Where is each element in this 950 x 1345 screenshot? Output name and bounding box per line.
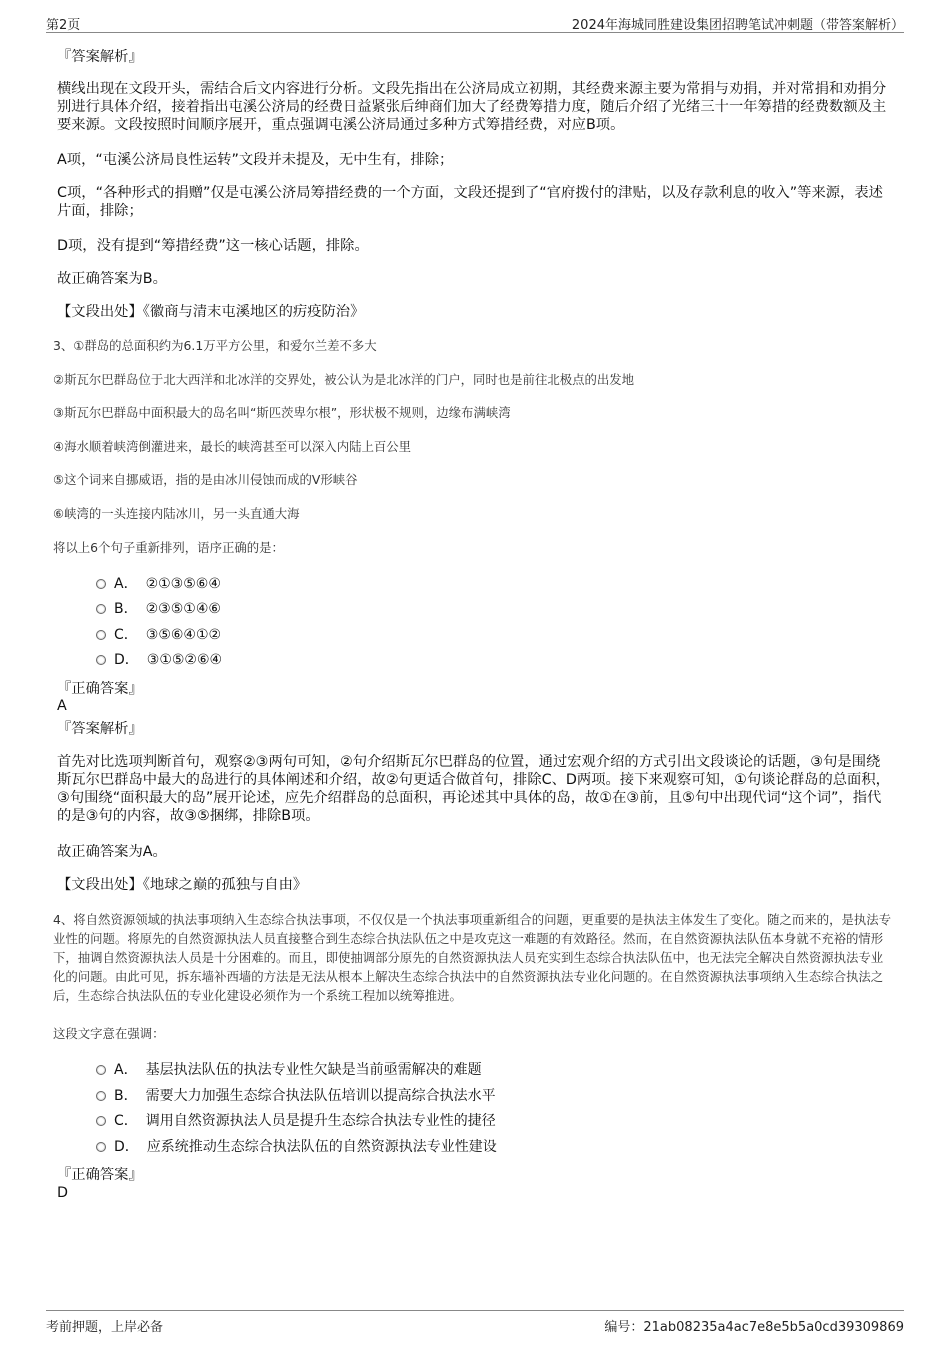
q4-prompt: 这段文字意在强调： bbox=[53, 1026, 165, 1041]
footer-slogan: 考前押题，上岸必备 bbox=[46, 1320, 164, 1335]
q3-analysis-paragraph: 首先对比选项判断首句，观察②③两句可知，②句介绍斯瓦尔巴群岛的位置，通过宏观介绍的方式引出文段谈论的话题，③句是围绕斯瓦尔巴群岛中最大的岛进行的具体阐述和介绍，故②句更适合做首句，排除C、D两项。接下来观察可知，①句谈论群岛的总面积，③句围绕“面积最大的岛”展开论述，应先介绍群岛的总面积，再论述其中具体的岛，故①在③前，且⑤句中出现代词“这个词”，指代的是③句的内容，故③⑤捆绑，排除B项。 bbox=[57, 754, 890, 824]
page-footer bbox=[46, 1310, 904, 1337]
q3-analysis-title: 『答案解析』 bbox=[57, 721, 143, 737]
page-number: 第2页 bbox=[46, 18, 81, 33]
q3-option-d[interactable]: D． ③①⑤②⑥④ bbox=[96, 651, 222, 669]
radio-icon[interactable] bbox=[96, 579, 106, 589]
q2-source: 【文段出处】《徽商与清末屯溪地区的疠疫防治》 bbox=[57, 304, 365, 320]
radio-icon[interactable] bbox=[96, 1142, 106, 1152]
q3-sentence-1: 3、①群岛的总面积约为6.1万平方公里，和爱尔兰差不多大 bbox=[53, 338, 377, 353]
document-code: 编号：21ab08235a4ac7e8e5b5a0cd39309869 bbox=[604, 1320, 904, 1335]
q3-prompt: 将以上6个句子重新排列，语序正确的是： bbox=[53, 540, 284, 555]
q4-option-c[interactable]: C． 调用自然资源执法人员是提升生态综合执法专业性的捷径 bbox=[96, 1112, 496, 1130]
q3-sentence-6: ⑥峡湾的一头连接内陆冰川，另一头直通大海 bbox=[53, 506, 300, 521]
radio-icon[interactable] bbox=[96, 1065, 106, 1075]
page-header bbox=[46, 12, 904, 33]
q3-option-a[interactable]: A． ②①③⑤⑥④ bbox=[96, 575, 221, 593]
q4-answer: D bbox=[57, 1185, 69, 1201]
q4-answer-title: 『正确答案』 bbox=[57, 1167, 143, 1183]
radio-icon[interactable] bbox=[96, 630, 106, 640]
q3-sentence-3: ③斯瓦尔巴群岛中面积最大的岛名叫“斯匹茨卑尔根”，形状极不规则，边缘布满峡湾 bbox=[53, 405, 511, 420]
radio-icon[interactable] bbox=[96, 1116, 106, 1126]
q4-option-a[interactable]: A． 基层执法队伍的执法专业性欠缺是当前亟需解决的难题 bbox=[96, 1061, 482, 1079]
q4-stem: 4、将自然资源领域的执法事项纳入生态综合执法事项，不仅仅是一个执法事项重新组合的问题，更重要的是执法主体发生了变化。随之而来的，是执法专业性的问题。将原先的自然资源执法人员直接整合到生态综合执法队伍之中是攻克这一难题的有效路径。然而，在自然资源执法队伍本身就不充裕的情形下，抽调自然资源执法人员是十分困难的。而且，即使抽调部分原先的自然资源执法人员充实到生态综合执法队伍中，也无法完全解决自然资源执法专业化的问题。由此可见，拆东墙补西墙的方法是无法从根本上解决生态综合执法中的自然资源执法专业化问题的。在自然资源执法事项纳入生态综合执法之后，生态综合执法队伍的专业化建设必须作为一个系统工程加以统筹推进。 bbox=[53, 912, 892, 1003]
radio-icon[interactable] bbox=[96, 604, 106, 614]
q3-option-b[interactable]: B． ②③⑤①④⑥ bbox=[96, 600, 221, 618]
q3-option-c[interactable]: C． ③⑤⑥④①② bbox=[96, 626, 221, 644]
radio-icon[interactable] bbox=[96, 1091, 106, 1101]
q2-analysis-option-d: D项，没有提到“筹措经费”这一核心话题，排除。 bbox=[57, 238, 369, 254]
q3-sentence-5: ⑤这个词来自挪威语，指的是由冰川侵蚀而成的V形峡谷 bbox=[53, 472, 358, 487]
q3-source: 【文段出处】《地球之巅的孤独与自由》 bbox=[57, 877, 308, 893]
q3-answer: A bbox=[57, 698, 67, 714]
q2-analysis-option-a: A项，“屯溪公济局良性运转”文段并未提及，无中生有，排除； bbox=[57, 152, 454, 168]
q3-conclusion: 故正确答案为A。 bbox=[57, 844, 167, 860]
q4-option-d[interactable]: D． 应系统推动生态综合执法队伍的自然资源执法专业性建设 bbox=[96, 1138, 497, 1156]
q2-analysis-option-c: C项，“各种形式的捐赠”仅是屯溪公济局筹措经费的一个方面，文段还提到了“官府拨付的津贴，以及存款利息的收入”等来源，表述片面，排除； bbox=[57, 185, 883, 219]
q3-sentence-4: ④海水顺着峡湾倒灌进来，最长的峡湾甚至可以深入内陆上百公里 bbox=[53, 439, 412, 454]
q2-analysis-paragraph: 横线出现在文段开头，需结合后文内容进行分析。文段先指出在公济局成立初期，其经费来源主要为常捐与劝捐，并对常捐和劝捐分别进行具体介绍，接着指出屯溪公济局的经费日益紧张后绅商们加大了经费筹措力度，随后介绍了光绪三十一年筹措的经费数额及主要来源。文段按照时间顺序展开，重点强调屯溪公济局通过多种方式筹措经费，对应B项。 bbox=[57, 81, 887, 133]
q4-option-b[interactable]: B． 需要大力加强生态综合执法队伍培训以提高综合执法水平 bbox=[96, 1087, 496, 1105]
q3-answer-title: 『正确答案』 bbox=[57, 681, 143, 697]
radio-icon[interactable] bbox=[96, 655, 106, 665]
document-title: 2024年海城同胜建设集团招聘笔试冲刺题（带答案解析） bbox=[571, 18, 904, 33]
q2-analysis-title: 『答案解析』 bbox=[57, 49, 143, 65]
q3-sentence-2: ②斯瓦尔巴群岛位于北大西洋和北冰洋的交界处，被公认为是北冰洋的门户，同时也是前往北极点的出发地 bbox=[53, 372, 635, 387]
q2-conclusion: 故正确答案为B。 bbox=[57, 271, 167, 287]
